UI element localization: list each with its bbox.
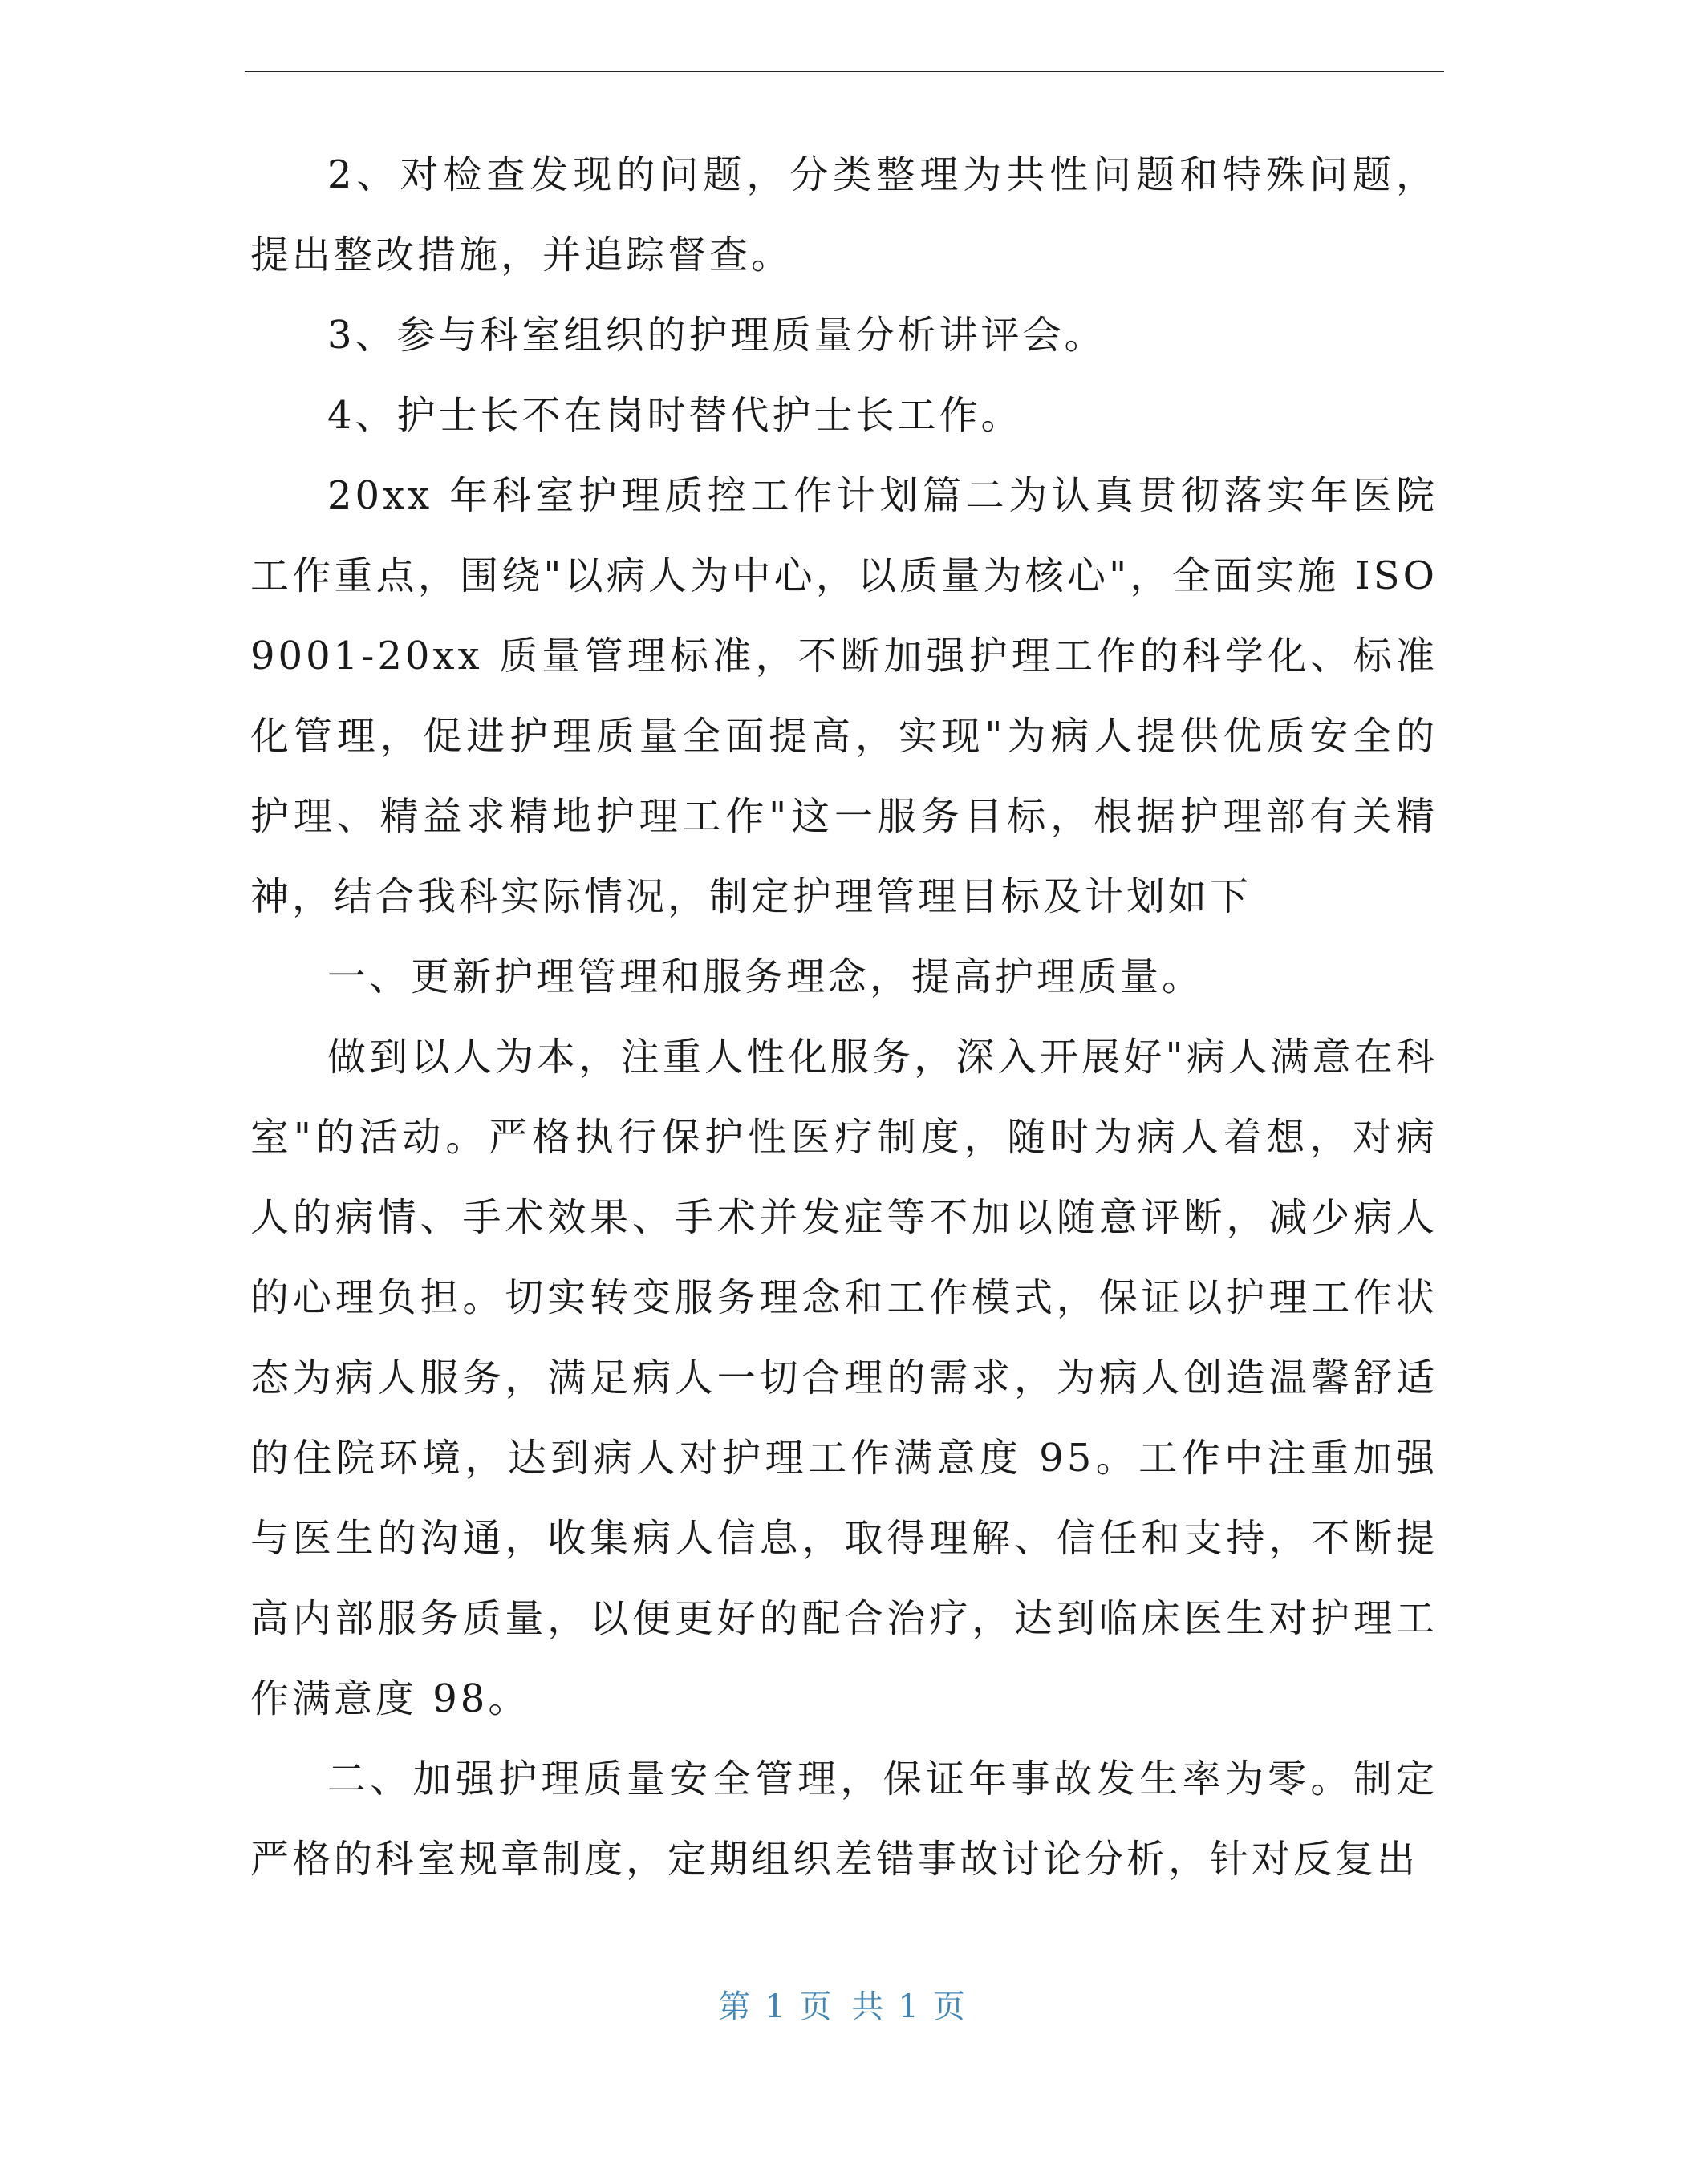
footer-total-pages: 1 bbox=[898, 1988, 923, 2025]
paragraph-heading-one: 一、更新护理管理和服务理念，提高护理质量。 bbox=[327, 954, 1204, 999]
paragraph-item-3: 3、参与科室组织的护理质量分析讲评会。 bbox=[327, 313, 1106, 358]
paragraph-heading-two: 二、加强护理质量安全管理，保证年事故发生率为零。制定严格的科室规章制度，定期组织差错事故讨论分析，针对反复出 bbox=[250, 1757, 1438, 1882]
footer-middle: 页 共 bbox=[799, 1988, 889, 2025]
footer-page-number: 1 bbox=[765, 1988, 790, 2025]
paragraph-item-2: 2、对检查发现的问题，分类整理为共性问题和特殊问题，提出整改措施，并追踪督查。 bbox=[250, 152, 1438, 278]
paragraph-service-details: 做到以人为本，注重人性化服务，深入开展好"病人满意在科室"的活动。严格执行保护性医疗制度，随时为病人着想，对病人的病情、手术效果、手术并发症等不加以随意评断，减少病人的心理负担。切实转变服务理念和工作模式，保证以护理工作状态为病人服务，满足病人一切合理的需求，为病人创造温馨舒适的住院环境，达到病人对护理工作满意度 95。工作中注重加强与医生的沟通，收集病人信息，取得理解、信任和支持，不断提高内部服务质量，以便更好的配合治疗，达到临床医生对护理工作满意度 98。 bbox=[250, 1035, 1438, 1721]
page-footer bbox=[0, 1981, 1688, 2027]
footer-prefix: 第 bbox=[718, 1988, 756, 2025]
header-rule bbox=[245, 71, 1444, 72]
paragraph-plan-intro: 20xx 年科室护理质控工作计划篇二为认真贯彻落实年医院工作重点，围绕"以病人为中心，以质量为核心"，全面实施 ISO9001-20xx 质量管理标准，不断加强护理工作的科学化、标准化管理，促进护理质量全面提高，实现"为病人提供优质安全的护理、精益求精地护理工作"这一服务目标，根据护理部有关精神，结合我科实际情况，制定护理管理目标及计划如下 bbox=[250, 473, 1438, 919]
footer-suffix: 页 bbox=[932, 1988, 970, 2025]
document-body bbox=[250, 135, 1438, 1899]
paragraph-item-4: 4、护士长不在岗时替代护士长工作。 bbox=[327, 393, 1023, 438]
